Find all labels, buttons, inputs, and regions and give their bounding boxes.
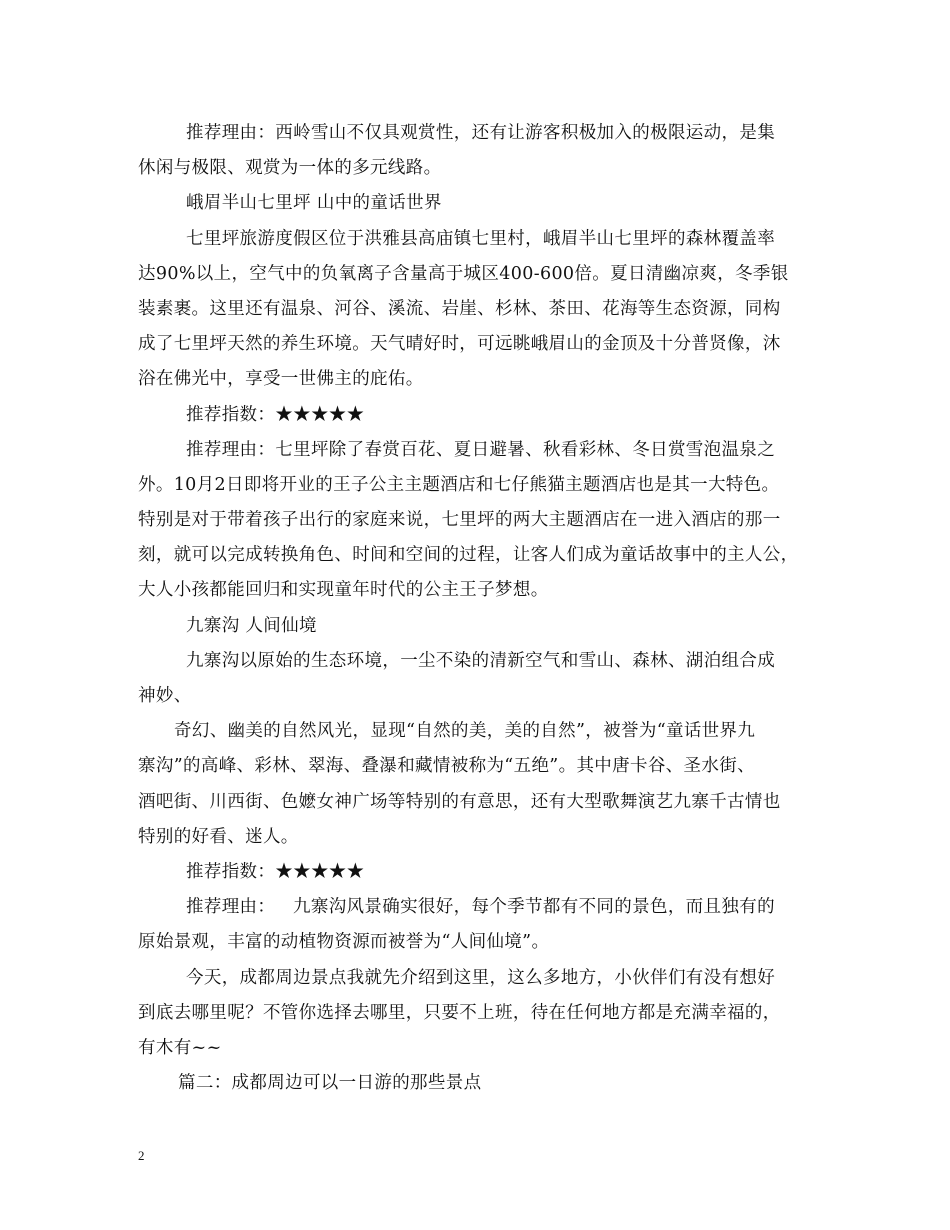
paragraph-line: 特别是对于带着孩子出行的家庭来说，七里坪的两大主题酒店在一进入酒店的那一: [138, 510, 781, 531]
paragraph-line: 奇幻、幽美的自然风光，显现“自然的美，美的自然”，被誉为“童话世界九: [174, 721, 756, 742]
paragraph-line: 今天，成都周边景点我就先介绍到这里，这么多地方，小伙伴们有没有想好: [186, 967, 776, 988]
paragraph-line: 刻，就可以完成转换角色、时间和空间的过程，让客人们成为童话故事中的主人公，: [138, 545, 799, 566]
paragraph-line: 特别的好看、迷人。: [138, 826, 299, 847]
section-heading: 篇二：成都周边可以一日游的那些景点: [178, 1073, 482, 1094]
paragraph-line: 七里坪旅游度假区位于洪雅县高庙镇七里村，峨眉半山七里坪的森林覆盖率: [186, 228, 776, 249]
paragraph-line: 大人小孩都能回归和实现童年时代的公主王子梦想。: [138, 580, 549, 601]
paragraph-line: 推荐理由：七里坪除了春赏百花、夏日避暑、秋看彩林、冬日赏雪泡温泉之: [186, 439, 776, 460]
paragraph-line: 浴在佛光中，享受一世佛主的庇佑。: [138, 369, 424, 390]
section-heading: 九寨沟 人间仙境: [186, 615, 317, 636]
rating-line: 推荐指数：★★★★★: [186, 861, 365, 882]
paragraph-line: 九寨沟以原始的生态环境，一尘不染的清新空气和雪山、森林、湖泊组合成: [186, 650, 776, 671]
paragraph-line: 到底去哪里呢？不管你选择去哪里，只要不上班，待在任何地方都是充满幸福的，: [138, 1002, 781, 1023]
paragraph-line: 达90%以上，空气中的负氧离子含量高于城区400-600倍。夏日清幽凉爽，冬季银: [138, 263, 789, 284]
paragraph-line: 寨沟”的高峰、彩林、翠海、叠瀑和藏情被称为“五绝”。其中唐卡谷、圣水街、: [138, 756, 755, 777]
paragraph-line: 休闲与极限、观赏为一体的多元线路。: [138, 158, 442, 179]
paragraph-line: 神妙、: [138, 686, 192, 706]
paragraph-line: 有木有~~: [138, 1037, 222, 1058]
paragraph-line: 推荐理由：西岭雪山不仅具观赏性，还有让游客积极加入的极限运动，是集: [186, 123, 776, 143]
rating-line: 推荐指数：★★★★★: [186, 404, 365, 425]
paragraph-line: 装素裹。这里还有温泉、河谷、溪流、岩崖、杉林、茶田、花海等生态资源，同构: [138, 298, 781, 319]
page-number: 2: [138, 1148, 145, 1163]
paragraph-line: 成了七里坪天然的养生环境。天气晴好时，可远眺峨眉山的金顶及十分普贤像，沐: [138, 334, 781, 355]
document-body: [138, 116, 828, 1101]
section-heading: 峨眉半山七里坪 山中的童话世界: [186, 193, 442, 214]
paragraph-line: 原始景观，丰富的动植物资源而被誉为“人间仙境”。: [138, 932, 550, 953]
paragraph-line: 推荐理由： 九寨沟风景确实很好，每个季节都有不同的景色，而且独有的: [186, 897, 775, 918]
paragraph-line: 酒吧街、川西街、色嬷女神广场等特别的有意思，还有大型歌舞演艺九寨千古情也: [138, 791, 781, 812]
paragraph-line: 外。10月2日即将开业的王子公主主题酒店和七仔熊猫主题酒店也是其一大特色。: [138, 474, 780, 495]
